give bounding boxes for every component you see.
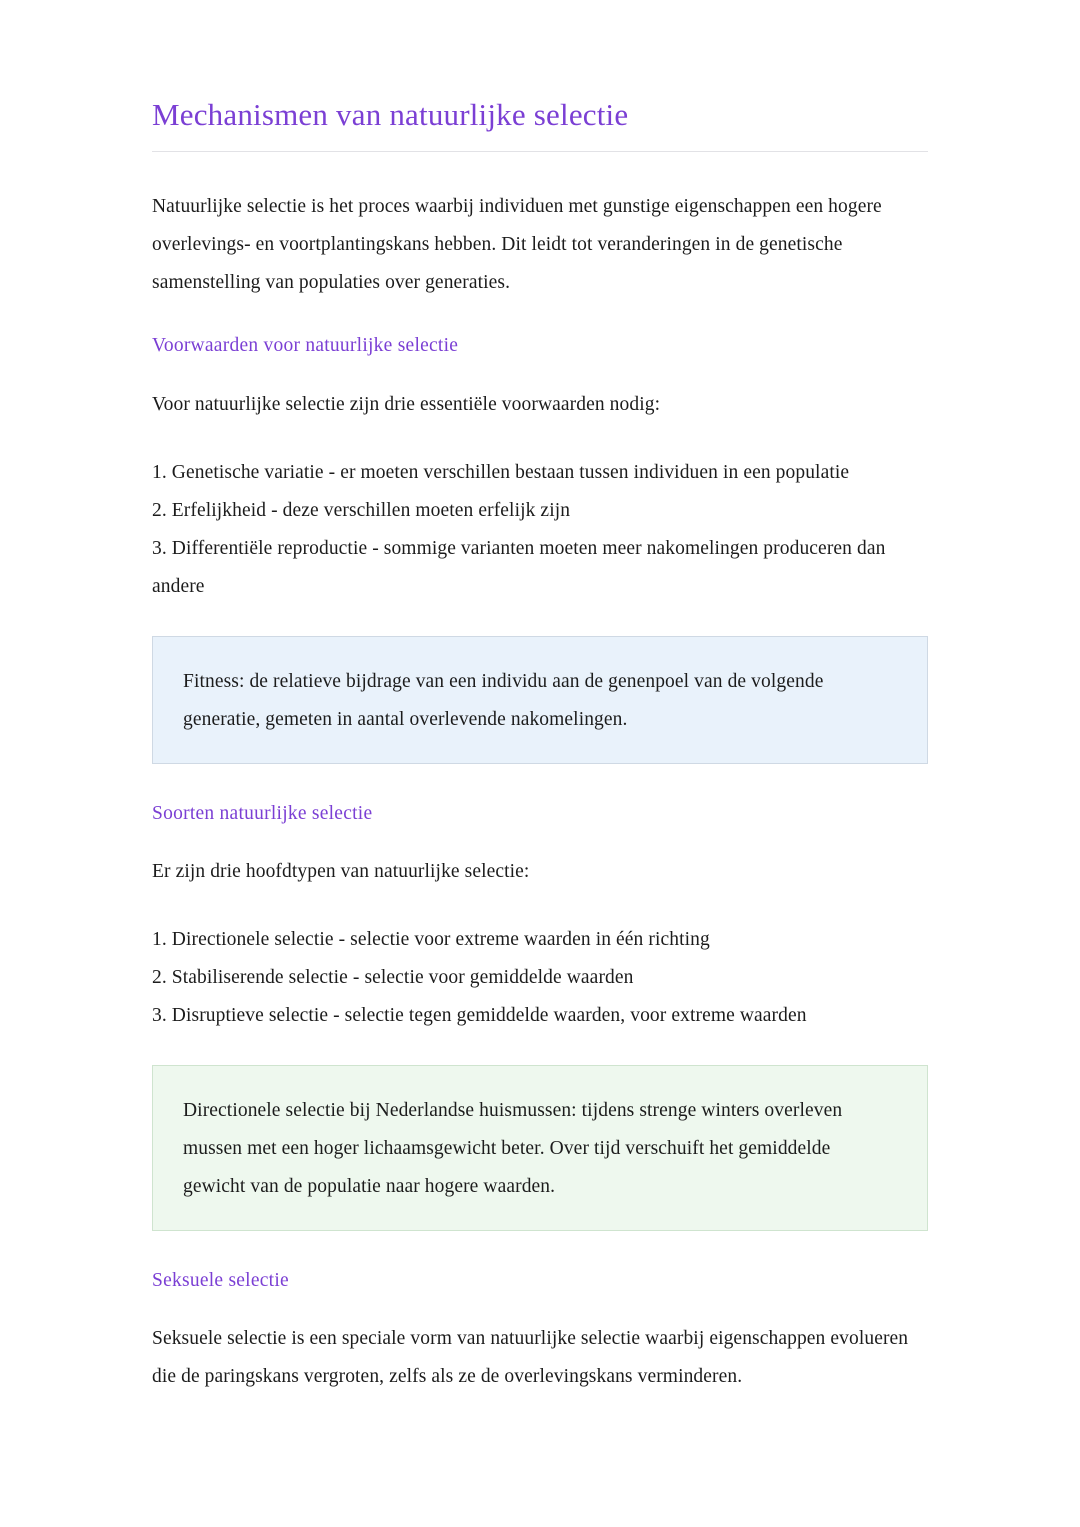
callout-text: Directionele selectie bij Nederlandse huismussen: tijdens strenge winters overleven mussen met een hoger lichaamsgewicht beter. Over tijd verschuift het gemiddelde gewicht van de populatie naar hogere waarden.: [183, 1100, 843, 1198]
callout-text: Fitness: de relatieve bijdrage van een individu aan de genenpoel van de volgende generatie, gemeten in aantal overlevende nakomelingen.: [183, 670, 824, 730]
section-heading-voorwaarden: Voorwaarden voor natuurlijke selectie: [152, 335, 459, 357]
page-title: Mechanismen van natuurlijke selectie: [152, 97, 629, 132]
callout-fitness: [152, 636, 928, 764]
section-intro-soorten: Er zijn drie hoofdtypen van natuurlijke selectie:: [152, 860, 530, 882]
list-item: 3. Disruptieve selectie - selectie tegen gemiddelde waarden, voor extreme waarden: [152, 1004, 807, 1026]
callout-example-huismussen: [152, 1065, 928, 1231]
list-item: 2. Erfelijkheid - deze verschillen moeten erfelijk zijn: [152, 499, 571, 521]
list-item: 3. Differentiële reproductie - sommige varianten moeten meer nakomelingen produceren dan andere: [152, 537, 886, 597]
intro-paragraph: Natuurlijke selectie is het proces waarbij individuen met gunstige eigenschappen een hogere overlevings- en voortplantingskans hebben. Dit leidt tot veranderingen in de genetische samenstelling van populaties over generaties.: [152, 196, 882, 294]
section-intro-voorwaarden: Voor natuurlijke selectie zijn drie essentiële voorwaarden nodig:: [152, 393, 661, 415]
section-intro-seksuele-selectie: Seksuele selectie is een speciale vorm van natuurlijke selectie waarbij eigenschappen evolueren die de paringskans vergroten, zelfs als ze de overlevingskans verminderen.: [152, 1328, 909, 1388]
title-divider: [152, 151, 928, 152]
selection-types-list: [152, 921, 928, 1035]
section-heading-soorten: Soorten natuurlijke selectie: [152, 802, 373, 824]
list-item: 2. Stabiliserende selectie - selectie voor gemiddelde waarden: [152, 966, 634, 988]
list-item: 1. Directionele selectie - selectie voor extreme waarden in één richting: [152, 928, 710, 950]
list-item: 1. Genetische variatie - er moeten verschillen bestaan tussen individuen in een populatie: [152, 461, 850, 483]
conditions-list: [152, 454, 928, 606]
section-heading-seksuele-selectie: Seksuele selectie: [152, 1270, 289, 1292]
